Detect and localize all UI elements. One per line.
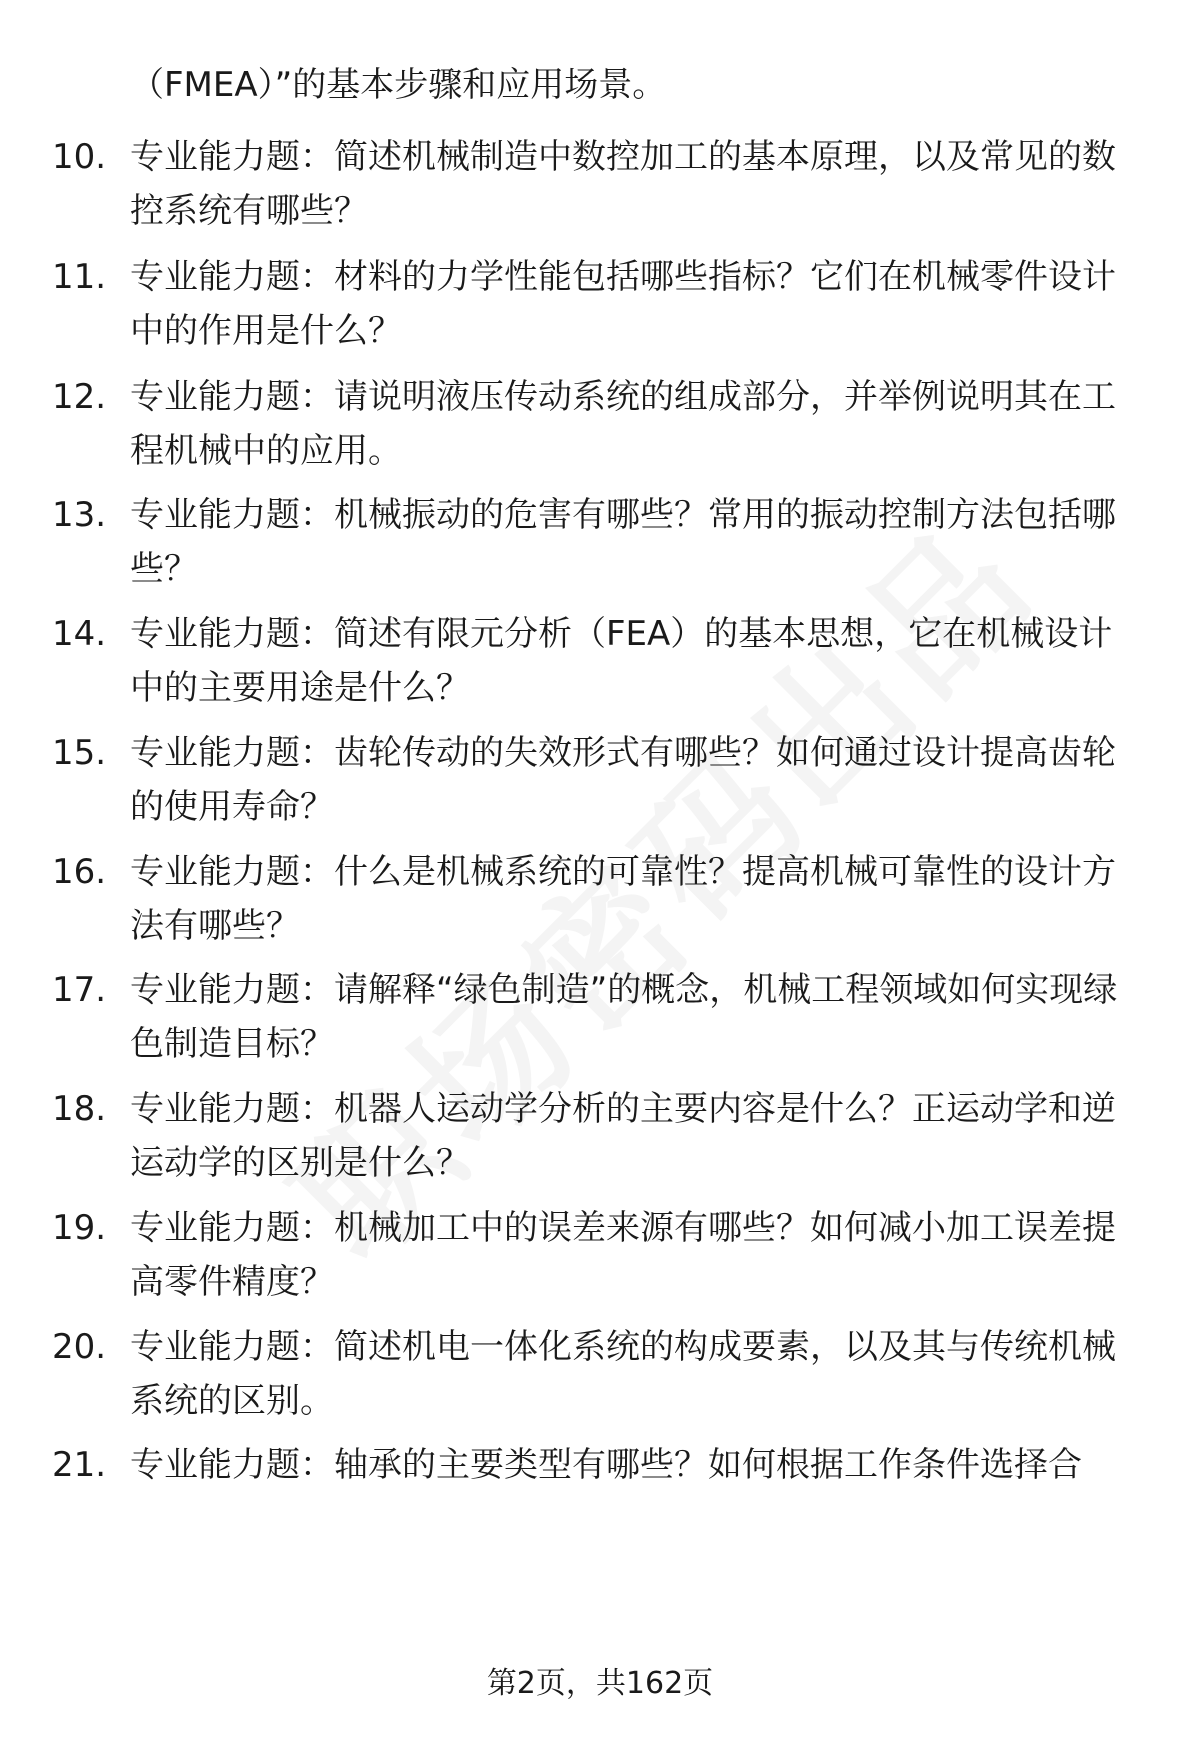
question-number: 11. bbox=[52, 257, 107, 297]
question-text: 专业能力题：简述机械制造中数控加工的基本原理，以及常见的数控系统有哪些？ bbox=[130, 137, 1116, 231]
question-text: 专业能力题：齿轮传动的失效形式有哪些？如何通过设计提高齿轮的使用寿命？ bbox=[130, 733, 1116, 827]
question-number: 15. bbox=[52, 733, 107, 773]
question-text: 专业能力题：请解释“绿色制造”的概念，机械工程领域如何实现绿色制造目标？ bbox=[130, 970, 1118, 1064]
question-text: 专业能力题：什么是机械系统的可靠性？提高机械可靠性的设计方法有哪些？ bbox=[130, 852, 1116, 946]
question-number: 17. bbox=[52, 970, 107, 1010]
question-text: 专业能力题：简述有限元分析（FEA）的基本思想，它在机械设计中的主要用途是什么？ bbox=[130, 614, 1113, 708]
question-text: 专业能力题：轴承的主要类型有哪些？如何根据工作条件选择合 bbox=[130, 1445, 1082, 1485]
question-text: 专业能力题：机器人运动学分析的主要内容是什么？正运动学和逆运动学的区别是什么？ bbox=[130, 1089, 1116, 1183]
question-number: 19. bbox=[52, 1208, 107, 1248]
question-number: 10. bbox=[52, 137, 107, 177]
question-text: 专业能力题：请说明液压传动系统的组成部分，并举例说明其在工程机械中的应用。 bbox=[130, 377, 1116, 471]
question-continuation: （FMEA）”的基本步骤和应用场景。 bbox=[130, 65, 667, 105]
question-number: 16. bbox=[52, 852, 107, 892]
question-number: 12. bbox=[52, 377, 107, 417]
page-footer: 第2页，共162页 bbox=[486, 1666, 714, 1701]
question-text: 专业能力题：简述机电一体化系统的构成要素，以及其与传统机械系统的区别。 bbox=[130, 1327, 1116, 1421]
question-number: 14. bbox=[52, 614, 107, 654]
question-number: 13. bbox=[52, 495, 107, 535]
question-text: 专业能力题：机械加工中的误差来源有哪些？如何减小加工误差提高零件精度？ bbox=[130, 1208, 1116, 1302]
question-text: 专业能力题：机械振动的危害有哪些？常用的振动控制方法包括哪些？ bbox=[130, 495, 1116, 589]
question-number: 18. bbox=[52, 1089, 107, 1129]
question-number: 21. bbox=[52, 1445, 107, 1485]
question-text: 专业能力题：材料的力学性能包括哪些指标？它们在机械零件设计中的作用是什么？ bbox=[130, 257, 1116, 351]
question-number: 20. bbox=[52, 1327, 107, 1367]
